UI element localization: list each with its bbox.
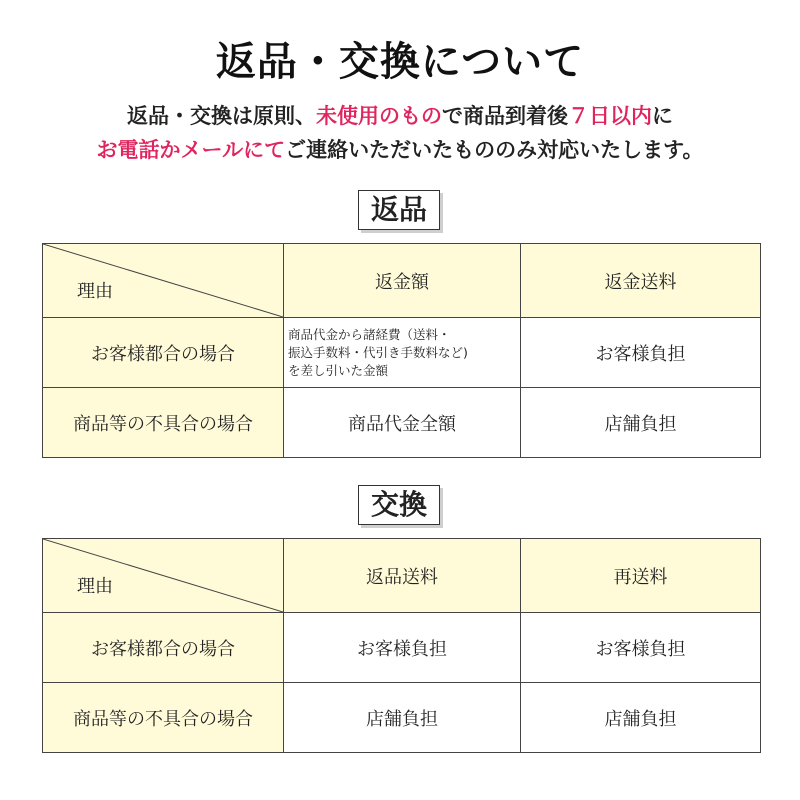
table-row xyxy=(43,613,761,683)
returns-section-label: 返品 xyxy=(358,190,440,230)
reason-header-cell xyxy=(43,539,284,613)
intro-highlight-days: ７日以内 xyxy=(568,104,652,128)
returns-table xyxy=(42,243,761,458)
intro-text: ご連絡いただいたもののみ対応いたします。 xyxy=(285,138,704,162)
intro-text: 返品・交換は原則、 xyxy=(127,104,316,128)
resend-shipping-cell: お客様負担 xyxy=(521,613,761,683)
exchange-header-row xyxy=(43,539,761,613)
refund-amount-line: 振込手数料・代引き手数料など) xyxy=(288,344,468,360)
exchange-section-label: 交換 xyxy=(358,485,440,525)
intro-line-1 xyxy=(0,100,800,130)
page-title: 返品・交換について xyxy=(215,39,585,85)
refund-amount-cell xyxy=(284,318,521,388)
table-row xyxy=(43,683,761,753)
intro-highlight-unused: 未使用のもの xyxy=(316,104,442,128)
resend-shipping-cell: 店舗負担 xyxy=(521,683,761,753)
exchange-table xyxy=(42,538,761,753)
intro-text: に xyxy=(652,104,673,128)
refund-shipping-cell: お客様負担 xyxy=(521,318,761,388)
returns-header-row xyxy=(43,244,761,318)
intro-text: で商品到着後 xyxy=(442,104,568,128)
refund-amount-line: 商品代金から諸経費（送料・ xyxy=(288,326,451,342)
resend-shipping-header: 再送料 xyxy=(521,539,761,613)
refund-shipping-cell: 店舗負担 xyxy=(521,388,761,458)
reason-header-label: 理由 xyxy=(77,576,113,597)
reason-cell: お客様都合の場合 xyxy=(43,318,284,388)
table-row xyxy=(43,388,761,458)
table-row xyxy=(43,318,761,388)
refund-amount-header: 返金額 xyxy=(284,244,521,318)
reason-header-label: 理由 xyxy=(77,281,113,302)
reason-header-cell xyxy=(43,244,284,318)
return-shipping-header: 返品送料 xyxy=(284,539,521,613)
reason-cell: 商品等の不具合の場合 xyxy=(43,388,284,458)
reason-cell: 商品等の不具合の場合 xyxy=(43,683,284,753)
reason-cell: お客様都合の場合 xyxy=(43,613,284,683)
intro-line-2 xyxy=(0,134,800,164)
return-shipping-cell: 店舗負担 xyxy=(284,683,521,753)
intro-highlight-contact: お電話かメールにて xyxy=(96,138,286,162)
refund-amount-line: を差し引いた金額 xyxy=(288,362,389,378)
return-shipping-cell: お客様負担 xyxy=(284,613,521,683)
refund-shipping-header: 返金送料 xyxy=(521,244,761,318)
refund-amount-cell: 商品代金全額 xyxy=(284,388,521,458)
